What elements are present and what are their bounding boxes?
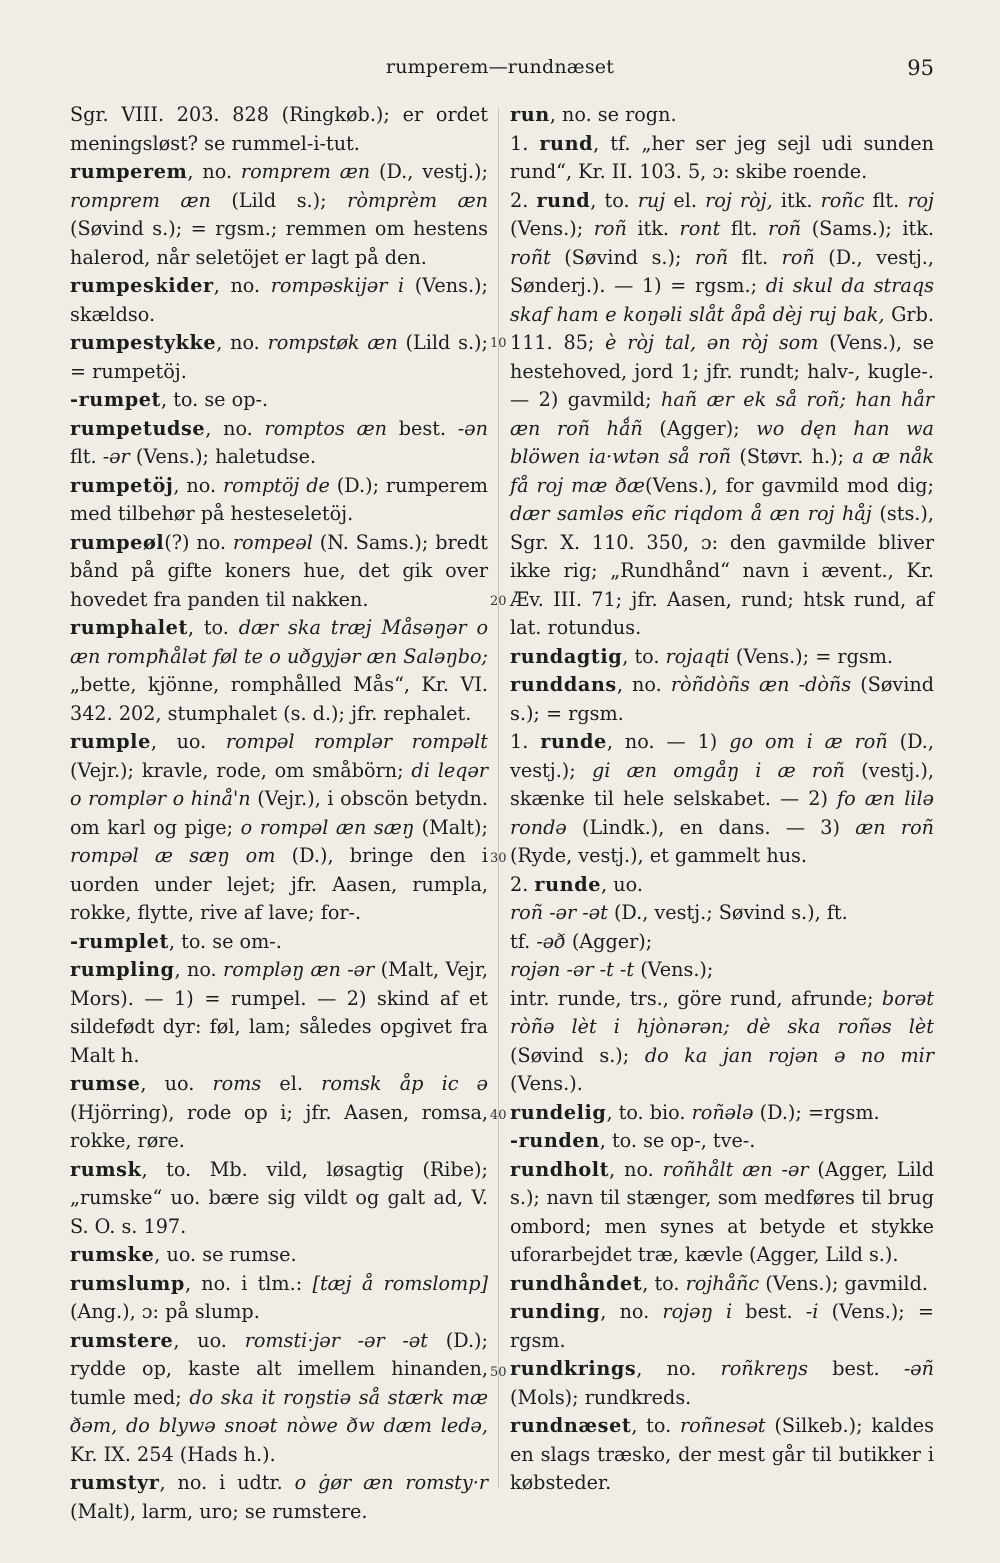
headword: rumske	[70, 1243, 155, 1266]
entry-text: , to.	[631, 1414, 680, 1437]
headword: -runden	[510, 1129, 600, 1152]
entry-text: (Hjörring), rode op i; jfr. Aasen, romsa, rokke, røre.	[70, 1100, 488, 1152]
line-number: 50	[490, 1365, 507, 1380]
headword: runding	[510, 1300, 601, 1323]
dialect-form: rompləŋ æn -ər	[223, 958, 375, 981]
entry-text: itk.	[772, 188, 821, 212]
dictionary-entry	[510, 985, 934, 1099]
entry-text: 1.	[510, 131, 540, 155]
entry-text: (D., vestj.);	[370, 160, 488, 183]
entry-text: , no.	[636, 1357, 721, 1380]
dictionary-entry	[510, 671, 934, 728]
dictionary-entry	[70, 1327, 488, 1470]
headword: -rumplet	[70, 929, 169, 953]
dialect-form: dær ska træj Måsəŋər o æn rompħålət føl te o uðgyjər æn Saləŋbo;	[70, 616, 488, 668]
dialect-form: rojhåñc	[685, 1271, 760, 1295]
dictionary-entry	[70, 272, 488, 329]
entry-text: el.	[665, 188, 706, 212]
entry-text: , to.	[590, 188, 638, 212]
line-number: 40	[490, 1108, 507, 1123]
headword: rumpeskider	[70, 274, 214, 297]
headword: rumslump	[70, 1271, 185, 1295]
dialect-form: -əñ	[903, 1357, 935, 1380]
entry-text: tf.	[510, 929, 537, 953]
entry-text: , to. Mb. vild, løsagtig (Ribe); „rumske“ uo. bære sig vildt og galt ad, V. S. O. s. 197.	[70, 1157, 488, 1238]
headword: rumpestykke	[70, 331, 217, 354]
running-head: rumperem—rundnæset	[385, 56, 615, 78]
headword: -rumpet	[70, 388, 162, 411]
headword: runde	[534, 872, 602, 896]
dialect-form: hañ ær ek så roñ; han hår æn roñ hǻñ	[510, 388, 934, 440]
dictionary-entry	[70, 1070, 488, 1156]
entry-text: (Agger, Lild s.); navn til stænger, som medføres til brug ombord; men synes at betyde et stykke uforarbejdet træ, kævle (Agger, Lild s.).	[510, 1157, 934, 1266]
entry-text: , no.	[216, 331, 268, 354]
entry-text: best.	[386, 416, 458, 440]
entry-text: , to.	[622, 644, 666, 668]
headword: rundagtig	[510, 644, 623, 668]
entry-text: (Søvind s.); = rgsm.; remmen om hestens halerod, når seletöjet er lagt på den.	[70, 217, 488, 269]
entry-text: 2.	[510, 872, 535, 896]
headword: runde	[540, 730, 607, 753]
dialect-form: ruj	[637, 188, 666, 212]
dialect-form: do ska it roŋstiə så stærk mæ ðəm, do blywə snoət nòwe ðw dæm ledə,	[70, 1385, 489, 1437]
dialect-form: a æ nåk få roj mæ ðæ	[510, 445, 934, 497]
headword: rumperem	[70, 160, 188, 183]
headword: rumstere	[70, 1328, 174, 1352]
dictionary-entry	[510, 1298, 934, 1355]
headword: rumpling	[70, 958, 175, 981]
dialect-form: di leqər o romplər o hinå'n	[70, 758, 488, 810]
dialect-form: -əð	[536, 929, 566, 953]
entry-text: , no. i tlm.:	[184, 1271, 313, 1295]
headword: rumpetudse	[70, 416, 206, 440]
entry-text: (Lindk.), en dans. — 3)	[566, 815, 856, 839]
entry-text: flt.	[720, 217, 769, 240]
entry-text: , to. se op-.	[161, 388, 269, 411]
dialect-form: fo æn lilə rondə	[510, 787, 934, 839]
entry-text: best.	[732, 1300, 806, 1323]
entry-text: best.	[808, 1357, 904, 1380]
dialect-form: gi æn omgåŋ i æ roñ	[591, 758, 845, 782]
entry-text: (sts.), Sgr. X. 110. 350, ɔ: den gavmilde bliver ikke rig; „Rundhånd“ navn i ævent., Kr. Æv. III. 71; jfr. Aasen, rund; htsk rund, af lat. rotundus.	[510, 502, 934, 639]
entry-text: flt.	[70, 445, 103, 468]
dictionary-entry	[510, 956, 934, 985]
entry-text: itk.	[626, 217, 680, 240]
headword: rumse	[70, 1072, 141, 1095]
dictionary-entry	[510, 1412, 934, 1498]
headword: run	[510, 103, 550, 126]
dictionary-entry	[70, 386, 488, 415]
entry-text: (Sams.); itk.	[801, 217, 934, 240]
dictionary-entry	[70, 472, 488, 529]
page-number: 95	[907, 56, 934, 80]
entry-text: (Søvind s.);	[550, 245, 695, 269]
headword: rundelig	[510, 1100, 607, 1124]
line-number: 20	[490, 594, 507, 609]
dictionary-entry	[510, 101, 934, 130]
dictionary-entry	[510, 1270, 934, 1299]
dialect-form: o rompəl æn sæŋ	[240, 815, 415, 839]
entry-text: (Ang.), ɔ: på slump.	[70, 1300, 260, 1323]
headword: rumpetöj	[70, 473, 174, 497]
dictionary-entry	[510, 187, 934, 643]
entry-text: (Vens.);	[634, 958, 714, 981]
entry-text: , uo.	[173, 1328, 245, 1352]
dialect-form: rompəl æ sæŋ om	[70, 844, 276, 867]
dialect-form: roj ròj,	[705, 188, 773, 212]
entry-text: (D., vestj.; Søvind s.), ft.	[607, 901, 848, 924]
dialect-form: -i	[805, 1300, 819, 1323]
entry-text: (Vens.).	[510, 1072, 583, 1095]
left-column	[70, 101, 488, 1526]
dialect-form: roñc	[820, 188, 865, 212]
entry-text: (?) no.	[164, 530, 233, 554]
dialect-form: -ən	[457, 416, 488, 440]
dialect-form: roñ	[781, 245, 815, 269]
entry-text: (Vens.); = rgsm.	[729, 644, 893, 668]
dialect-form: o ġør æn romsty·r	[294, 1471, 488, 1494]
headword: rumstyr	[70, 1471, 160, 1494]
dialect-form: roñ	[694, 245, 729, 269]
dialect-form: roñ -ər -ət	[510, 901, 608, 924]
dialect-form: wo dęn han wa blöwen ia·wtən så roñ	[510, 416, 934, 468]
dialect-form: æn roñ	[855, 815, 935, 839]
dialect-form: romsti·jər -ər -ət	[244, 1328, 428, 1352]
dictionary-entry	[70, 614, 488, 728]
dialect-form: roñ	[768, 217, 802, 240]
dictionary-entry	[510, 130, 934, 187]
entry-text: (Agger);	[642, 416, 757, 440]
dictionary-entry	[510, 1099, 934, 1128]
dialect-form: roñ	[593, 217, 627, 240]
entry-text: , no.	[205, 416, 265, 440]
entry-text: „bette, kjönne, romphålled Mås“, Kr. VI. 342. 202, stumphalet (s. d.); jfr. rephalet.	[70, 673, 488, 725]
entry-text: , to. se om-.	[168, 929, 282, 953]
dictionary-entry	[70, 1156, 488, 1242]
entry-text: , no. se rogn.	[549, 103, 677, 126]
headword: rundholt	[510, 1157, 610, 1181]
entry-text: , uo.	[601, 872, 643, 896]
dictionary-entry	[70, 956, 488, 1070]
dialect-form: romprem æn	[240, 160, 371, 183]
dialect-form: rompəl romplər rompəlt	[225, 730, 488, 753]
dialect-form: è ròj tal, ən ròj som	[605, 331, 819, 354]
dictionary-entry	[70, 329, 488, 386]
dialect-form: roñələ	[691, 1100, 754, 1124]
entry-text: , no.	[213, 274, 271, 297]
dialect-form: ròñdòñs æn -dòñs	[670, 673, 852, 696]
dialect-form: rojaqti	[665, 644, 730, 668]
entry-text: , no.	[173, 473, 223, 497]
dictionary-entry	[510, 643, 934, 672]
dialect-form: rojəŋ i	[662, 1300, 733, 1323]
entry-text: (vestj.), skænke til hele selskabet. — 2)	[510, 758, 934, 810]
headword: runddans	[510, 673, 617, 696]
entry-text: (Vens.); gavmild.	[759, 1271, 928, 1295]
right-column	[510, 101, 934, 1498]
entry-text: (Vejr.); kravle, rode, om småbörn;	[70, 758, 412, 782]
entry-text: Sgr. VIII. 203. 828 (Ringkøb.); er ordet meningsløst? se rummel-i-tut.	[70, 103, 488, 155]
entry-text: (D., vestj., Sønderj.). — 1) = rgsm.;	[510, 245, 935, 297]
entry-text: (D., vestj.);	[510, 730, 935, 782]
entry-text: , to. se op-, tve-.	[599, 1129, 756, 1152]
entry-text: (D.); rydde op, kaste alt imellem hinanden, tumle med;	[70, 1328, 488, 1409]
entry-text: el.	[261, 1072, 322, 1095]
entry-text: , no.	[616, 673, 671, 696]
entry-text: , tf. „her ser jeg sejl udi sunden rund“, Kr. II. 103. 5, ɔ: skibe roende.	[510, 131, 934, 183]
dictionary-entry	[510, 899, 934, 928]
dialect-form: roñt	[510, 245, 551, 269]
entry-text: (Lild s.); = rumpetöj.	[70, 331, 488, 383]
dialect-form: roñkreŋs	[720, 1357, 809, 1380]
dialect-form: ròmprèm æn	[347, 188, 488, 212]
entry-text: , no.	[174, 958, 224, 981]
dictionary-entry	[510, 1355, 934, 1412]
entry-text: (Lild s.);	[210, 188, 348, 212]
entry-text: 2.	[510, 188, 537, 212]
entry-text: (D.), bringe den i uorden under lejet; jfr. Aasen, rumpla, rokke, flytte, rive af lave; for-.	[70, 844, 488, 924]
entry-text: (Vens.); haletudse.	[129, 445, 317, 468]
dialect-form: rompeəl	[232, 530, 313, 554]
headword: rundnæset	[510, 1414, 632, 1437]
dictionary-entry	[70, 1270, 488, 1327]
entry-text: , uo. se rumse.	[154, 1243, 297, 1266]
dialect-form: ront	[679, 217, 721, 240]
entry-text: (Ryde, vestj.), et gammelt hus.	[510, 844, 807, 867]
headword: rumpeøl	[70, 530, 165, 554]
entry-text: (Silkeb.); kaldes en slags træsko, der mest går til butikker i købsteder.	[510, 1414, 935, 1494]
entry-text: (Malt), larm, uro; se rumstere.	[70, 1499, 368, 1523]
dialect-form: roñhålt æn -ər	[662, 1157, 809, 1181]
dialect-form: -ər	[102, 445, 130, 468]
dialect-form: roñnesət	[679, 1414, 766, 1437]
dialect-form: rompstøk æn	[267, 331, 398, 354]
entry-text: (D.); =rgsm.	[753, 1100, 880, 1124]
entry-text: (Malt, Vejr, Mors). — 1) = rumpel. — 2) skind af et sildefødt dyr: føl, lam; således opgivet fra Malt h.	[70, 958, 489, 1067]
entry-text: (Malt);	[414, 815, 488, 839]
headword: rumsk	[70, 1157, 142, 1181]
entry-text: (Vejr.), i obscön betydn. om karl og pige;	[70, 787, 488, 839]
entry-text: Grb. 111. 85;	[510, 302, 934, 354]
dictionary-entry	[70, 101, 488, 158]
dictionary-entry	[510, 728, 934, 871]
entry-text: , to.	[642, 1271, 686, 1295]
dialect-form: do ka jan rojən ə no mir	[644, 1043, 934, 1067]
entry-text: , to.	[187, 616, 239, 639]
entry-text: , no.	[187, 160, 241, 183]
dictionary-entry	[510, 1127, 934, 1156]
dialect-form: dær samləs eñc riqdom å æn roj håj	[510, 502, 872, 525]
line-number: 30	[490, 851, 507, 866]
dialect-form: romprem æn	[70, 188, 211, 212]
entry-text: , no. — 1)	[606, 730, 730, 753]
entry-text: , uo.	[150, 730, 226, 753]
headword: rumple	[70, 730, 151, 753]
headword: rundkrings	[510, 1357, 637, 1380]
dialect-form: romptos æn	[264, 416, 387, 440]
entry-text: (Vens.), for gavmild mod dig;	[644, 473, 934, 497]
line-number: 10	[490, 336, 507, 351]
entry-text: Kr. IX. 254 (Hads h.).	[70, 1442, 276, 1466]
dictionary-entry	[70, 728, 488, 928]
dialect-form: romsk åp ic ə	[321, 1072, 488, 1095]
headword: rund	[539, 131, 594, 155]
dialect-form: roms	[212, 1072, 262, 1095]
dictionary-entry	[70, 415, 488, 472]
dictionary-entry	[510, 1156, 934, 1270]
headword: rundhåndet	[510, 1271, 643, 1295]
entry-text: (Søvind s.); = rgsm.	[510, 673, 935, 725]
dialect-form: borət ròñə lèt i hjònərən; dè ska roñəs lèt	[510, 986, 934, 1038]
dictionary-entry	[510, 871, 934, 900]
entry-text: 1.	[510, 730, 541, 753]
entry-text: (N. Sams.); bredt bånd på gifte koners hue, det gik over hovedet fra panden til nakken.	[70, 530, 488, 611]
dictionary-entry	[70, 529, 488, 615]
dictionary-entry	[70, 1469, 488, 1526]
entry-text: (D.); rumperem med tilbehør på hesteseletöj.	[70, 473, 489, 525]
dictionary-entry	[70, 158, 488, 272]
entry-text: (Vens.); = rgsm.	[510, 1300, 935, 1352]
entry-text: (Vens.); skældso.	[70, 274, 488, 326]
dictionary-entry	[510, 928, 934, 957]
dialect-form: roj	[907, 188, 934, 212]
dialect-form: di skul da straqs skaf ham e koŋəli slåt åpå dèj ruj bak,	[510, 274, 934, 326]
headword: rumphalet	[70, 616, 188, 639]
entry-text: (Søvind s.);	[510, 1043, 645, 1067]
entry-text: (Agger);	[565, 929, 653, 953]
dialect-form: rojən -ər -t -t	[510, 958, 635, 981]
dialect-form: rompəskijər i	[270, 274, 405, 297]
entry-text: , uo.	[140, 1072, 213, 1095]
dialect-form: [tæj å romslomp]	[312, 1271, 488, 1295]
entry-text: , to. bio.	[606, 1100, 692, 1124]
entry-text: (Støvr. h.);	[731, 445, 853, 468]
entry-text: (Vens.), se hestehoved, jord 1; jfr. rundt; halv-, kugle-. — 2) gavmild;	[510, 331, 934, 411]
entry-text: , no. i udtr.	[159, 1471, 295, 1494]
entry-text: flt.	[864, 188, 908, 212]
entry-text: intr. runde, trs., göre rund, afrunde;	[510, 986, 882, 1010]
entry-text: , no.	[609, 1157, 663, 1181]
dictionary-entry	[70, 1241, 488, 1270]
column-divider	[498, 108, 499, 1488]
entry-text: , no.	[600, 1300, 663, 1323]
entry-text: flt.	[728, 245, 782, 269]
dialect-form: go om i æ roñ	[729, 730, 888, 753]
dialect-form: romptöj de	[222, 473, 330, 497]
entry-text: (Vens.);	[510, 217, 594, 240]
entry-text: (Mols); rundkreds.	[510, 1385, 692, 1409]
headword: rund	[536, 188, 591, 212]
dictionary-entry	[70, 928, 488, 957]
